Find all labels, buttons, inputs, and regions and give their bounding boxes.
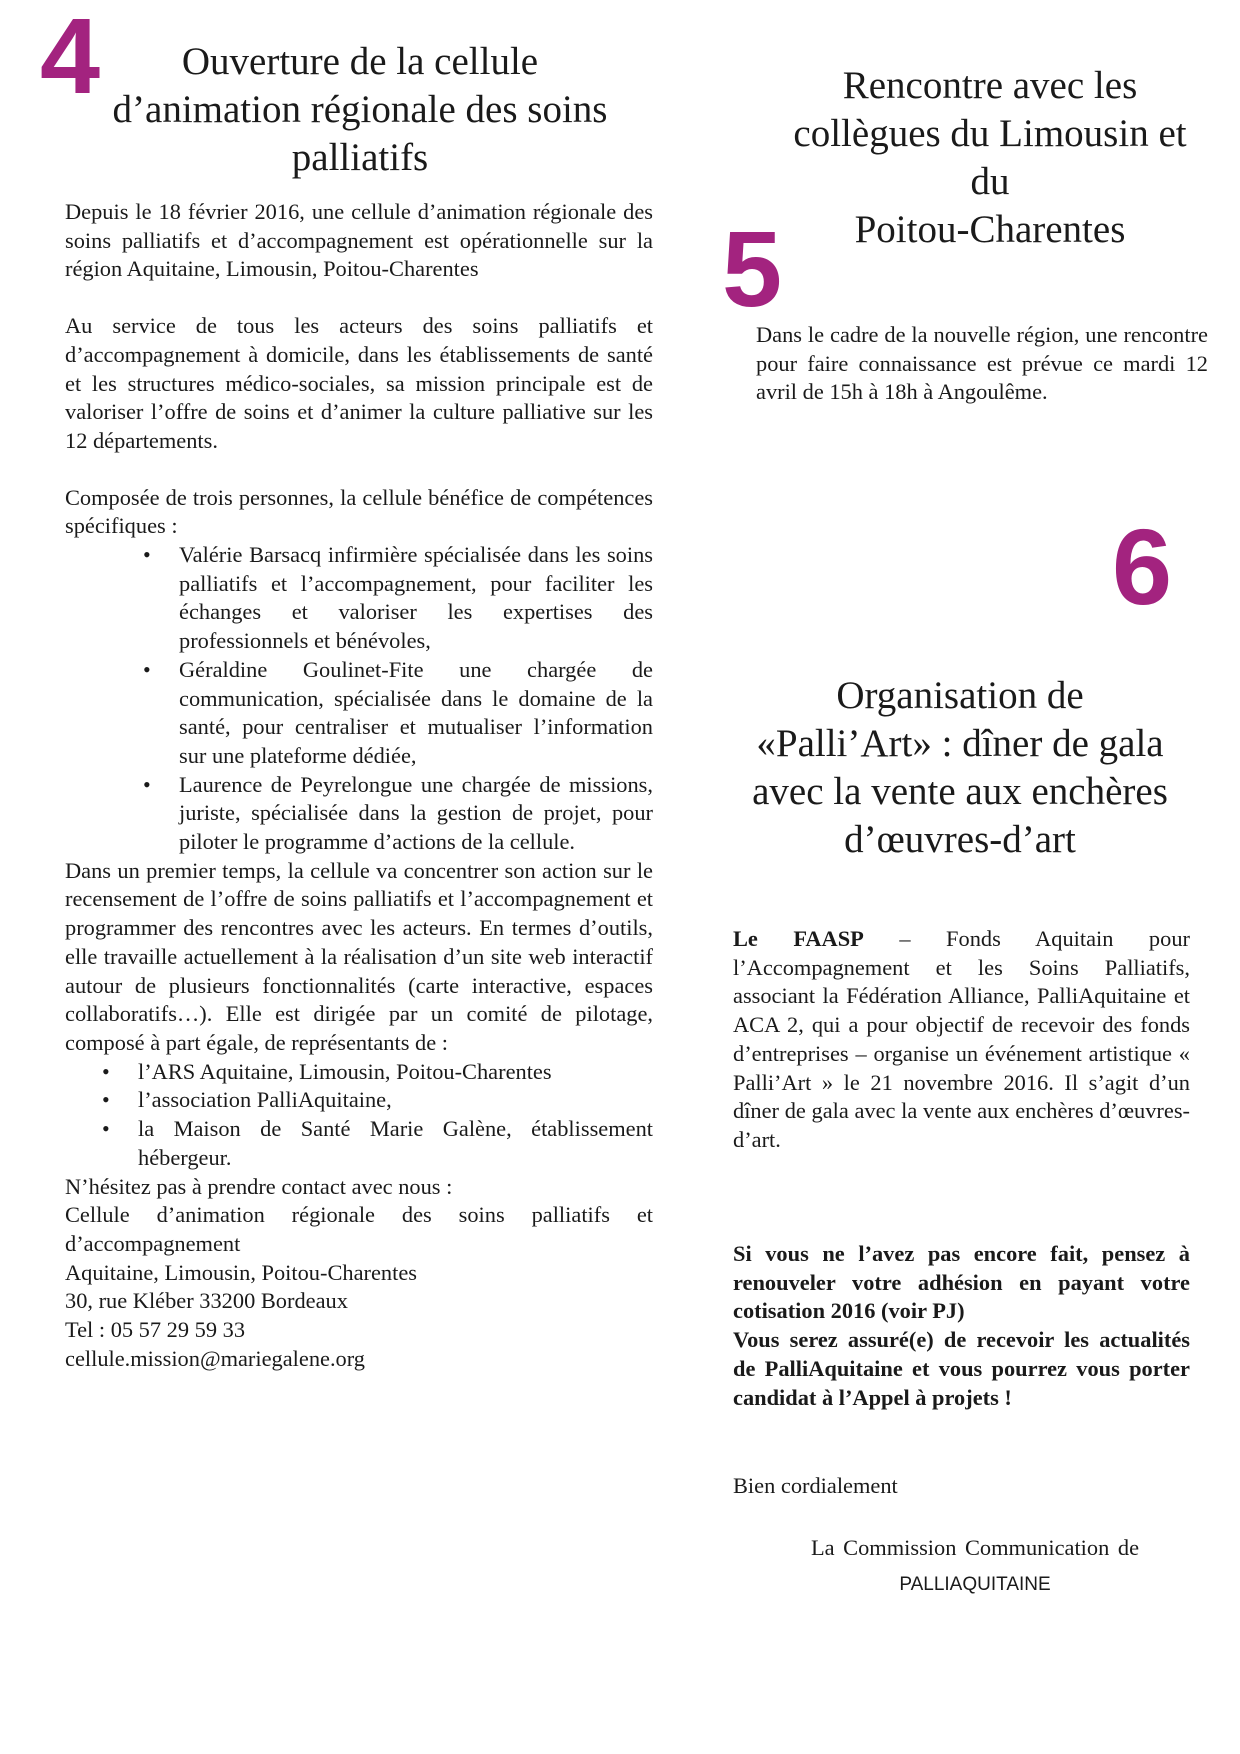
section-6-title-line: «Palli’Art» : dîner de gala xyxy=(756,722,1164,765)
committee-list-item: • la Maison de Santé Marie Galène, établissement hébergeur. xyxy=(65,1115,653,1172)
committee-list xyxy=(65,1058,653,1173)
contact-email[interactable]: cellule.mission@mariegalene.org xyxy=(65,1345,365,1371)
section-4-title-line: d’animation régionale des soins xyxy=(112,88,608,131)
section-4-title-line: palliatifs xyxy=(291,136,429,179)
team-list-item: • Valérie Barsacq infirmière spécialisée dans les soins palliatifs et l’accompagnement, pour faciliter les échanges et valoriser les expertises des professionnels et bénévoles, xyxy=(65,541,653,656)
section-5-title xyxy=(760,62,1220,254)
section-6-number: 6 xyxy=(1112,506,1173,627)
section-4-paragraph: Composée de trois personnes, la cellule bénéfice de compétences spécifiques : xyxy=(65,484,653,539)
section-5-title-line: Poitou-Charentes xyxy=(854,208,1126,251)
section-5-title-line: Rencontre avec les xyxy=(842,64,1138,107)
section-4-paragraph: Dans un premier temps, la cellule va concentrer son action sur le recensement de l’offre de soins palliatifs et l’accompagnement et programmer des rencontres avec les acteurs. En termes d’outils, elle travaille actuellement à la réalisation d’un site web interactif autour de plusieurs fonctionnalités (carte interactive, espaces collaboratifs…). Elle est dirigée par un comité de pilotage, composé à part égale, de représentants de : xyxy=(65,857,653,1055)
organization-name: PALLIAQUITAINE xyxy=(899,1574,1051,1595)
membership-reminder xyxy=(733,1240,1190,1412)
closing-greeting: Bien cordialement xyxy=(733,1473,898,1498)
team-list xyxy=(65,541,653,857)
section-4-paragraph: Au service de tous les acteurs des soins palliatifs et d’accompagnement à domicile, dans les établissements de santé et les structures médico-sociales, sa mission principale est de valoriser l’offre de soins et d’animer la culture palliative sur les 12 départements. xyxy=(65,313,653,453)
section-4-title-line: Ouverture de la cellule xyxy=(181,40,539,83)
reminder-benefits: Vous serez assuré(e) de recevoir les actualités de PalliAquitaine et vous pourrez vous porter candidat à l’Appel à projets ! xyxy=(733,1327,1190,1410)
team-list-item: • Laurence de Peyrelongue une chargée de missions, juriste, spécialisée dans la gestion de projet, pour piloter le programme d’actions de la cellule. xyxy=(65,771,653,857)
section-6-text: – Fonds Aquitain pour l’Accompagnement et les Soins Palliatifs, associant la Fédération Alliance, PalliAquitaine et ACA 2, qui a pour objectif de recevoir des fonds d’entreprises – organise un événement artistique « Palli’Art » le 21 novembre 2016. Il s’agit d’un dîner de gala avec la vente aux enchères d’œuvres-d’art. xyxy=(733,926,1190,1152)
contact-region: Aquitaine, Limousin, Poitou-Charentes xyxy=(65,1259,417,1285)
section-6-title-line: Organisation de xyxy=(836,674,1084,717)
team-list-item: • Géraldine Goulinet-Fite une chargée de communication, spécialisée dans le domaine de la santé, pour centraliser et mutualiser l’information sur une plateforme dédiée, xyxy=(65,656,653,771)
section-4-body xyxy=(65,198,653,1373)
section-4-paragraph: Depuis le 18 février 2016, une cellule d’animation régionale des soins palliatifs et d’accompagnement est opérationnelle sur la région Aquitaine, Limousin, Poitou-Charentes xyxy=(65,199,653,282)
section-5-body: Dans le cadre de la nouvelle région, une rencontre pour faire connaissance est prévue ce mardi 12 avril de 15h à 18h à Angoulême. xyxy=(756,322,1208,405)
section-4-title xyxy=(70,38,650,182)
section-6-title xyxy=(720,672,1200,864)
closing-signature: La Commission Communication de xyxy=(810,1535,1140,1560)
contact-name: Cellule d’animation régionale des soins palliatifs et d’accompagnement xyxy=(65,1202,653,1256)
section-6-body xyxy=(733,925,1190,1155)
faasp-label: Le FAASP xyxy=(733,926,864,951)
section-4-number: 4 xyxy=(40,0,101,116)
section-5-title-line: collègues du Limousin et xyxy=(793,112,1187,155)
section-5-number: 5 xyxy=(722,208,783,329)
reminder-renewal: Si vous ne l’avez pas encore fait, pensez à renouveler votre adhésion en payant votre cotisation 2016 (voir PJ) xyxy=(733,1241,1190,1324)
section-6-title-line: avec la vente aux enchères xyxy=(752,770,1168,813)
section-5-title-line: du xyxy=(970,160,1010,203)
section-6-title-line: d’œuvres-d’art xyxy=(844,818,1076,861)
contact-tel: Tel : 05 57 29 59 33 xyxy=(65,1317,246,1343)
committee-list-item: • l’ARS Aquitaine, Limousin, Poitou-Charentes xyxy=(65,1058,653,1087)
committee-list-item: • l’association PalliAquitaine, xyxy=(65,1086,653,1115)
contact-address: 30, rue Kléber 33200 Bordeaux xyxy=(65,1288,348,1314)
contact-intro: N’hésitez pas à prendre contact avec nous : xyxy=(65,1173,453,1199)
